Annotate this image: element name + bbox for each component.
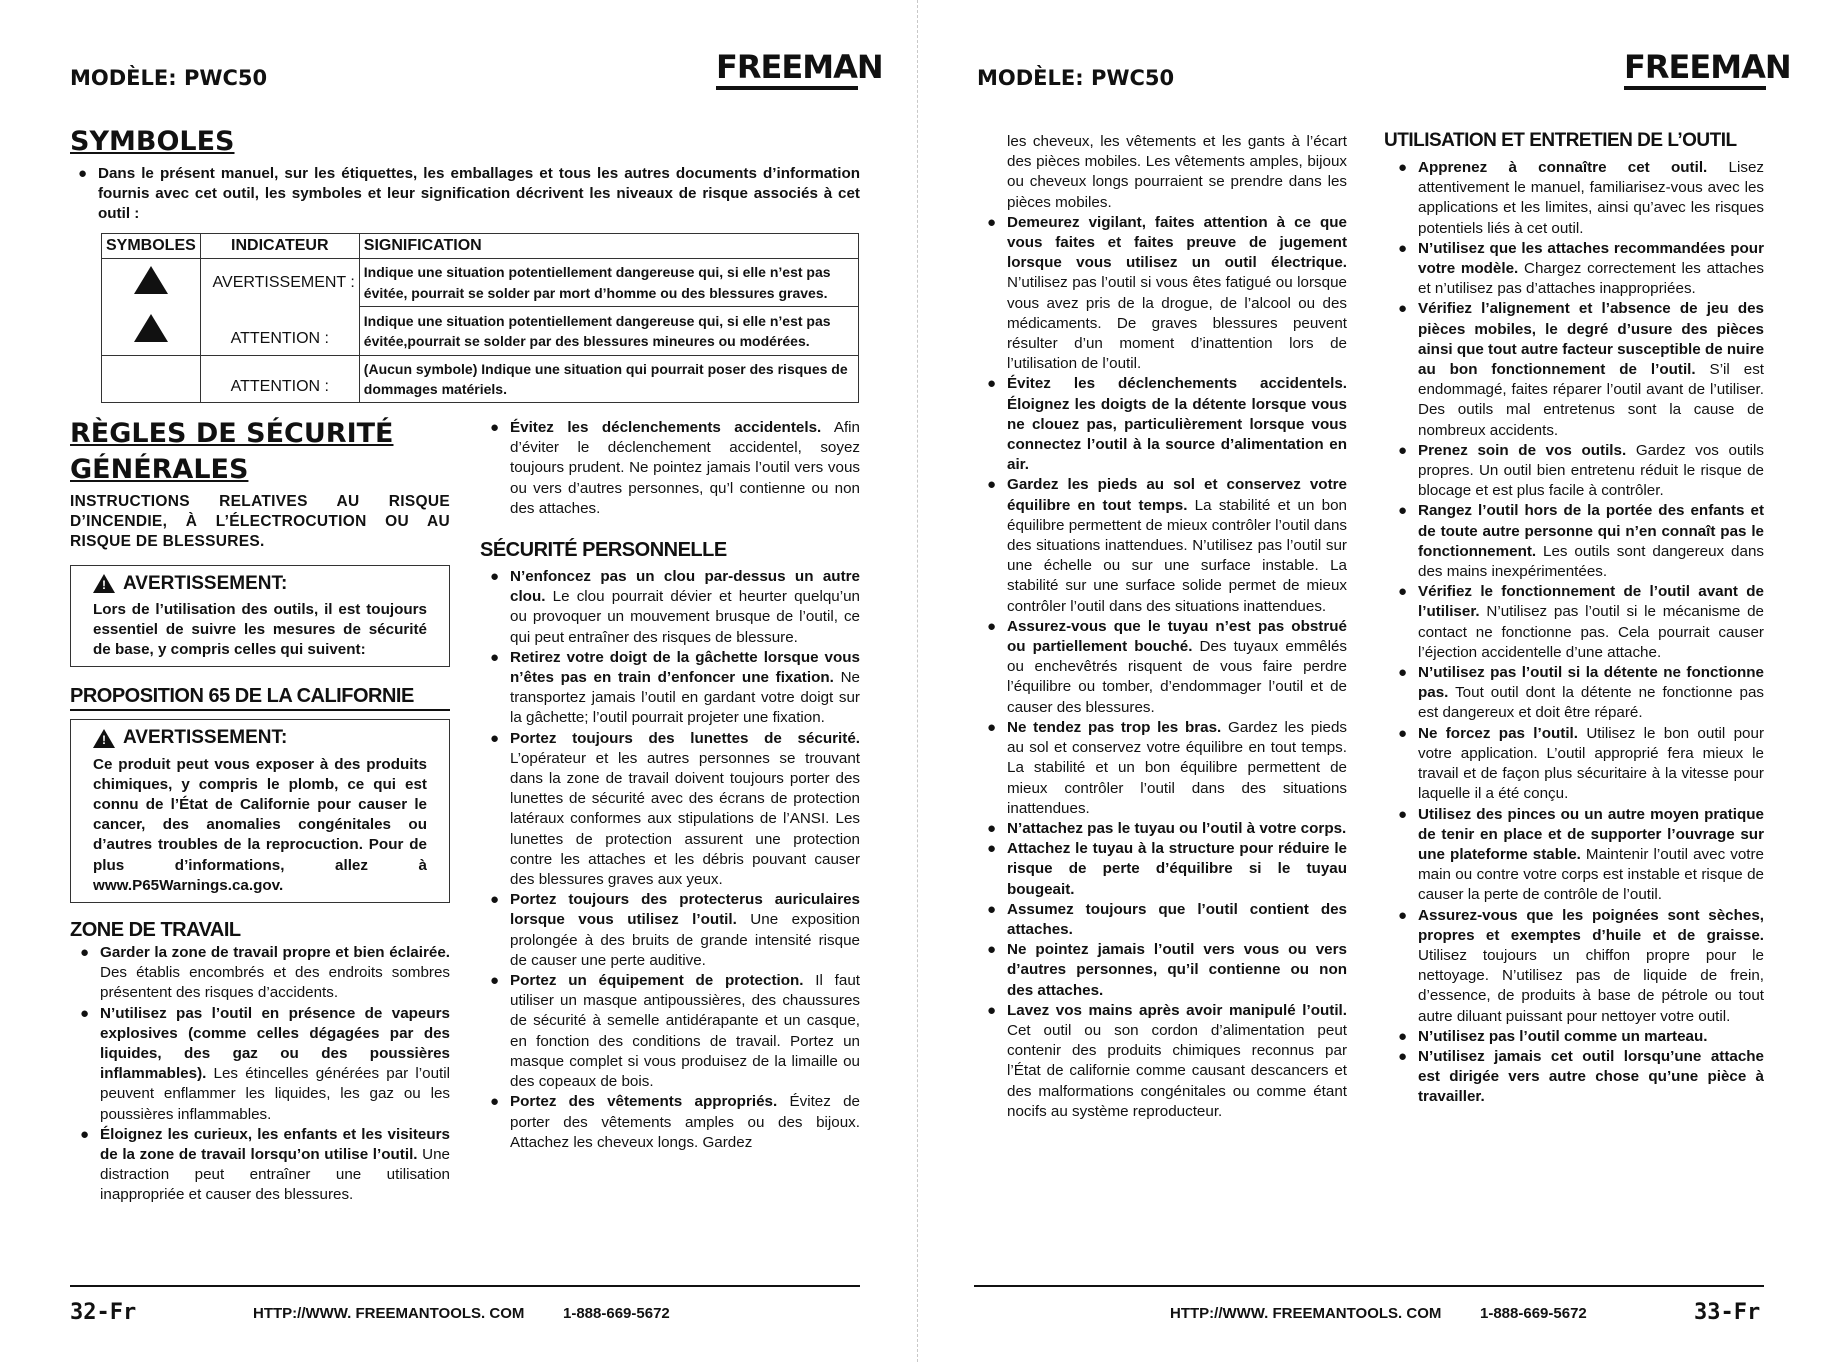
list-item: ● Assumez toujours que l’outil contient des attaches.	[987, 900, 1347, 940]
footer-phone: 1-888-669-5672	[563, 1305, 670, 1322]
table-cell-indicator: AVERTISSEMENT :	[200, 258, 359, 307]
list-item: ● Prenez soin de vos outils. Gardez vos outils propres. Un outil bien entretenu réduit le risque de blocage et est plus facile à contrôler.	[1398, 441, 1764, 502]
table-cell-indicator: ATTENTION :	[200, 355, 359, 402]
list-item: ● Vérifiez l’alignement et l’absence de jeu des pièces mobiles, le degré d’usure des pièces ainsi que tout autre facteur susceptible de nuire au bon fonctionnement de l’outil. S’il est endommagé, faites réparer l’outil avant de l’utiliser. Des outils mal entretenus sont la cause de nombreux accidents.	[1398, 299, 1764, 440]
freeman-logo: FREEMAN	[716, 48, 858, 90]
table-cell-symbol	[102, 355, 201, 402]
list-item: ● N’attachez pas le tuyau ou l’outil à votre corps.	[987, 819, 1347, 839]
list-item: ● Gardez les pieds au sol et conservez votre équilibre en tout temps. La stabilité et un bon équilibre permettent de mieux contrôler l’outil dans des situations inattendues. N’utilisez pas l’outil sur une échelle ou sur une surface instable. La stabilité sur une surface solide permet de mieux contrôler l’outil dans des situations inattendues.	[987, 475, 1347, 616]
warning-text: Lors de l’utilisation des outils, il est toujours essentiel de suivre les mesures de sécurité de base, y compris celles qui suivent:	[93, 600, 427, 659]
table-header: INDICATEUR	[200, 233, 359, 258]
model-header: MODÈLE: PWC50	[70, 66, 268, 90]
page-right	[954, 0, 1834, 1362]
list-item: ● Portez des vêtements appropriés. Évitez de porter des vêtements amples ou des bijoux. Attachez les cheveux longs. Gardez	[490, 1092, 860, 1153]
list-item: ● Retirez votre doigt de la gâchette lorsque vous n’êtes pas en train d’enfoncer une fixation. Ne transportez jamais l’outil en gardant votre doigt sur la gâchette; l’outil pourrait projeter une fixation.	[490, 648, 860, 729]
symbols-table	[101, 233, 859, 403]
list-item: ● Assurez-vous que le tuyau n’est pas obstrué ou partiellement bouché. Des tuyaux emmêlés ou enchevêtrés risquent de vous faire perdre l’équilibre ou tomber, d’endommager l’outil et de causer des blessures.	[987, 617, 1347, 718]
symboles-intro: ● Dans le présent manuel, sur les étiquettes, les emballages et tous les autres documents d’information fournis avec cet outil, les symboles et leur signification décrivent les niveaux de risque associés à cet outil :	[78, 164, 860, 225]
list-item: ● Portez un équipement de protection. Il faut utiliser un masque antipoussières, des chaussures de sécurité à semelle antidérapante et un casque, en fonction des conditions de travail. Portez un masque complet si vous produisez de la limaille ou des copeaux de bois.	[490, 971, 860, 1092]
table-header: SYMBOLES	[102, 233, 201, 258]
table-cell-indicator: ATTENTION :	[200, 307, 359, 356]
symboles-section	[70, 124, 860, 403]
prop65-title: PROPOSITION 65 DE LA CALIFORNIE	[70, 683, 450, 711]
table-header: SIGNIFICATION	[359, 233, 858, 258]
warning-title-text: AVERTISSEMENT:	[123, 727, 288, 749]
warning-triangle-icon	[134, 266, 168, 294]
warning-title	[93, 574, 427, 594]
regles-title-line2: GÉNÉRALES	[70, 454, 249, 485]
list-item: ● Assurez-vous que les poignées sont sèches, propres et exemptes d’huile et de graisse. Utilisez toujours un chiffon propre pour le nettoyage. N’utilisez pas de liquide de frein, d’essence, de produits à base de pétrole ou tout autre diluant puissant pour nettoyer votre outil.	[1398, 906, 1764, 1027]
footer-rule	[974, 1285, 1764, 1287]
footer-phone: 1-888-669-5672	[1480, 1305, 1587, 1322]
util-list	[1398, 158, 1764, 1108]
list-item: ● Ne forcez pas l’outil. Utilisez le bon outil pour votre application. L’outil approprié fera mieux le travail et de façon plus sécuritaire à la vitesse pour laquelle il a été conçu.	[1398, 724, 1764, 805]
symboles-title: SYMBOLES	[70, 126, 235, 157]
page-gutter	[917, 0, 918, 1362]
list-item: ● Ne tendez pas trop les bras. Gardez les pieds au sol et conservez votre équilibre en tout temps. La stabilité et un bon équilibre permettent de mieux contrôler l’outil dans des situations inattendues.	[987, 718, 1347, 819]
instructions-text: INSTRUCTIONS RELATIVES AU RISQUE D’INCENDIE, À L’ÉLECTROCUTION OU AU RISQUE DE BLESSURES.	[70, 493, 450, 551]
page-left	[0, 0, 883, 1362]
list-item: ● N’utilisez pas l’outil en présence de vapeurs explosives (comme celles dégagées par des liquides, des gaz ou des poussières inflammables). Les étincelles générées par l’outil peuvent enflammer les liquides, les gaz ou les poussières inflammables.	[80, 1004, 450, 1125]
table-cell-symbol	[102, 258, 201, 307]
left-page-column-2	[480, 418, 860, 1153]
warning-title	[93, 728, 427, 748]
warning-triangle-icon: !	[93, 574, 115, 593]
perso-list-cont	[987, 213, 1347, 1122]
list-item: ● Attachez le tuyau à la structure pour réduire le risque de perte d’équilibre si le tuyau bougeait.	[987, 839, 1347, 900]
list-item: ● Vérifiez le fonctionnement de l’outil avant de l’utiliser. N’utilisez pas l’outil si le mécanisme de contact ne fonctionne pas. Cela pourrait causer l’éjection accidentelle d’une attache.	[1398, 582, 1764, 663]
table-row	[102, 355, 859, 402]
list-item: ● Demeurez vigilant, faites attention à ce que vous faites et faites preuve de jugement lorsque vous utilisez un outil électrique. N’utilisez pas l’outil si vous êtes fatigué ou lorsque vous avez pris de la drogue, de l’alcool ou des médicaments. De graves blessures peuvent résulter d’un moment d’inattention lors de l’utilisation de l’outil.	[987, 213, 1347, 375]
table-cell-meaning: Indique une situation potentiellement dangereuse qui, si elle n’est pas évitée,pourrait se solder par des blessures mineures ou modérées.	[359, 307, 858, 356]
list-item: ● Utilisez des pinces ou un autre moyen pratique de tenir en place et de supporter l’ouvrage sur une plateforme stable. Maintenir l’outil avec votre main ou contre votre corps est instable et risque de causer la perte de contrôle de l’outil.	[1398, 805, 1764, 906]
warning-title-text: AVERTISSEMENT:	[123, 572, 288, 594]
list-item: ● N’utilisez que les attaches recommandées pour votre modèle. Chargez correctement les attaches et n’utilisez pas d’attaches inappropriées.	[1398, 239, 1764, 300]
table-cell-meaning: (Aucun symbole) Indique une situation qui pourrait poser des risques de dommages matériels.	[359, 355, 858, 402]
footer-url-link[interactable]: HTTP://WWW. FREEMANTOOLS. COM	[1170, 1305, 1442, 1322]
regles-title	[70, 416, 450, 488]
list-item: ● N’enfoncez pas un clou par-dessus un autre clou. Le clou pourrait dévier et heurter quelqu’un ou provoquer un mouvement brusque de l’outil, ce qui peut entraîner des risques de blessure.	[490, 567, 860, 648]
list-item: ● Garder la zone de travail propre et bien éclairée. Des établis encombrés et des endroits sombres présentent des risques d’accidents.	[80, 943, 450, 1004]
perso-title: SÉCURITÉ PERSONNELLE	[480, 539, 727, 562]
freeman-logo: FREEMAN	[1624, 48, 1766, 90]
continued-text: les cheveux, les vêtements et les gants à l’écart des pièces mobiles. Les vêtements amples, bijoux ou cheveux longs pourraient se prendre dans les pièces mobiles.	[1007, 133, 1347, 211]
warning-box-general	[70, 565, 450, 668]
footer-rule	[70, 1285, 860, 1287]
page-number: 33-Fr	[1694, 1300, 1761, 1325]
page-number: 32-Fr	[70, 1300, 137, 1325]
list-item: ● N’utilisez jamais cet outil lorsqu’une attache est dirigée vers autre chose qu’une pièce à travailler.	[1398, 1047, 1764, 1108]
zone-title: ZONE DE TRAVAIL	[70, 919, 241, 942]
warning-box-prop65	[70, 719, 450, 903]
warning-text: Ce produit peut vous exposer à des produits chimiques, y compris le plomb, ce qui est connu de l’État de Californie pour causer le cancer, des anomalies congénitales ou d’autres troubles de la reprocuction. Pour de plus d’informations, allez à www.P65Warnings.ca.gov.	[93, 755, 427, 894]
zone-list	[80, 943, 450, 1206]
list-item: ● Éloignez les curieux, les enfants et les visiteurs de la zone de travail lorsqu’on utilise l’outil. Une distraction peut entraîner une utilisation inappropriée et causer des blessures.	[80, 1125, 450, 1206]
right-page-column-1	[987, 132, 1347, 1122]
list-item: ● N’utilisez pas l’outil comme un marteau.	[1398, 1027, 1764, 1047]
list-item: ● Rangez l’outil hors de la portée des enfants et de toute autre personne qui n’en connaît pas le fonctionnement. Les outils sont dangereux dans des mains inexpérimentées.	[1398, 501, 1764, 582]
list-item: ● Évitez les déclenchements accidentels. Afin d’éviter le déclenchement accidentel, soyez toujours prudent. Ne pointez jamais l’outil vers vous ou vers d’autres personnes, qu’l contienne ou non des attaches.	[490, 418, 860, 519]
right-page-column-2	[1384, 128, 1764, 1108]
table-cell-symbol	[102, 307, 201, 356]
list-item: ● Lavez vos mains après avoir manipulé l’outil. Cet outil ou son cordon d’alimentation peut contenir des produits chimiques reconnus par l’État de californie comme causant descancers et des malformations congénitales ou comme étant nocifs au système reproducteur.	[987, 1001, 1347, 1122]
util-title: UTILISATION ET ENTRETIEN DE L’OUTIL	[1384, 130, 1737, 151]
list-item: ● Apprenez à connaître cet outil. Lisez attentivement le manuel, familiarisez-vous avec les applications et les limites, ainsi qu’avec les risques potentiels liés à cet outil.	[1398, 158, 1764, 239]
left-column	[70, 416, 450, 1206]
list-item: ● Portez toujours des protecterus auriculaires lorsque vous utilisez l’outil. Une exposition prolongée à des bruits de grande intensité risque de causer une perte auditive.	[490, 890, 860, 971]
warning-triangle-icon: !	[93, 729, 115, 748]
list-item: ● Portez toujours des lunettes de sécurité. L’opérateur et les autres personnes se trouvant dans la zone de travail doivent toujours porter des lunettes de sécurité avec des écrans de protection latéraux conformes aux stipulations de l’ANSI. Les lunettes de protection assurent une protection contre les attaches et les débris pouvant causer des blessures graves aux yeux.	[490, 729, 860, 891]
footer-url-link[interactable]: HTTP://WWW. FREEMANTOOLS. COM	[253, 1305, 525, 1322]
table-cell-meaning: Indique une situation potentiellement dangereuse qui, si elle n’est pas évitée, pourrait se solder par mort d’homme ou des blessures graves.	[359, 258, 858, 307]
perso-list	[490, 567, 860, 1153]
table-row	[102, 307, 859, 356]
regles-title-line1: RÈGLES DE SÉCURITÉ	[70, 418, 394, 449]
table-row	[102, 258, 859, 307]
list-item: ● N’utilisez pas l’outil si la détente ne fonctionne pas. Tout outil dont la détente ne fonctionne pas est dangereux et doit être réparé.	[1398, 663, 1764, 724]
model-header: MODÈLE: PWC50	[977, 66, 1175, 90]
list-item: ● Ne pointez jamais l’outil vers vous ou vers d’autres personnes, qu’il contienne ou non des attaches.	[987, 940, 1347, 1001]
table-header-row	[102, 233, 859, 258]
list-item: ● Évitez les déclenchements accidentels. Éloignez les doigts de la détente lorsque vous ne clouez pas, particulièrement lorsque vous connectez l’outil à la source d’alimentation en air.	[987, 374, 1347, 475]
warning-triangle-icon	[134, 314, 168, 342]
